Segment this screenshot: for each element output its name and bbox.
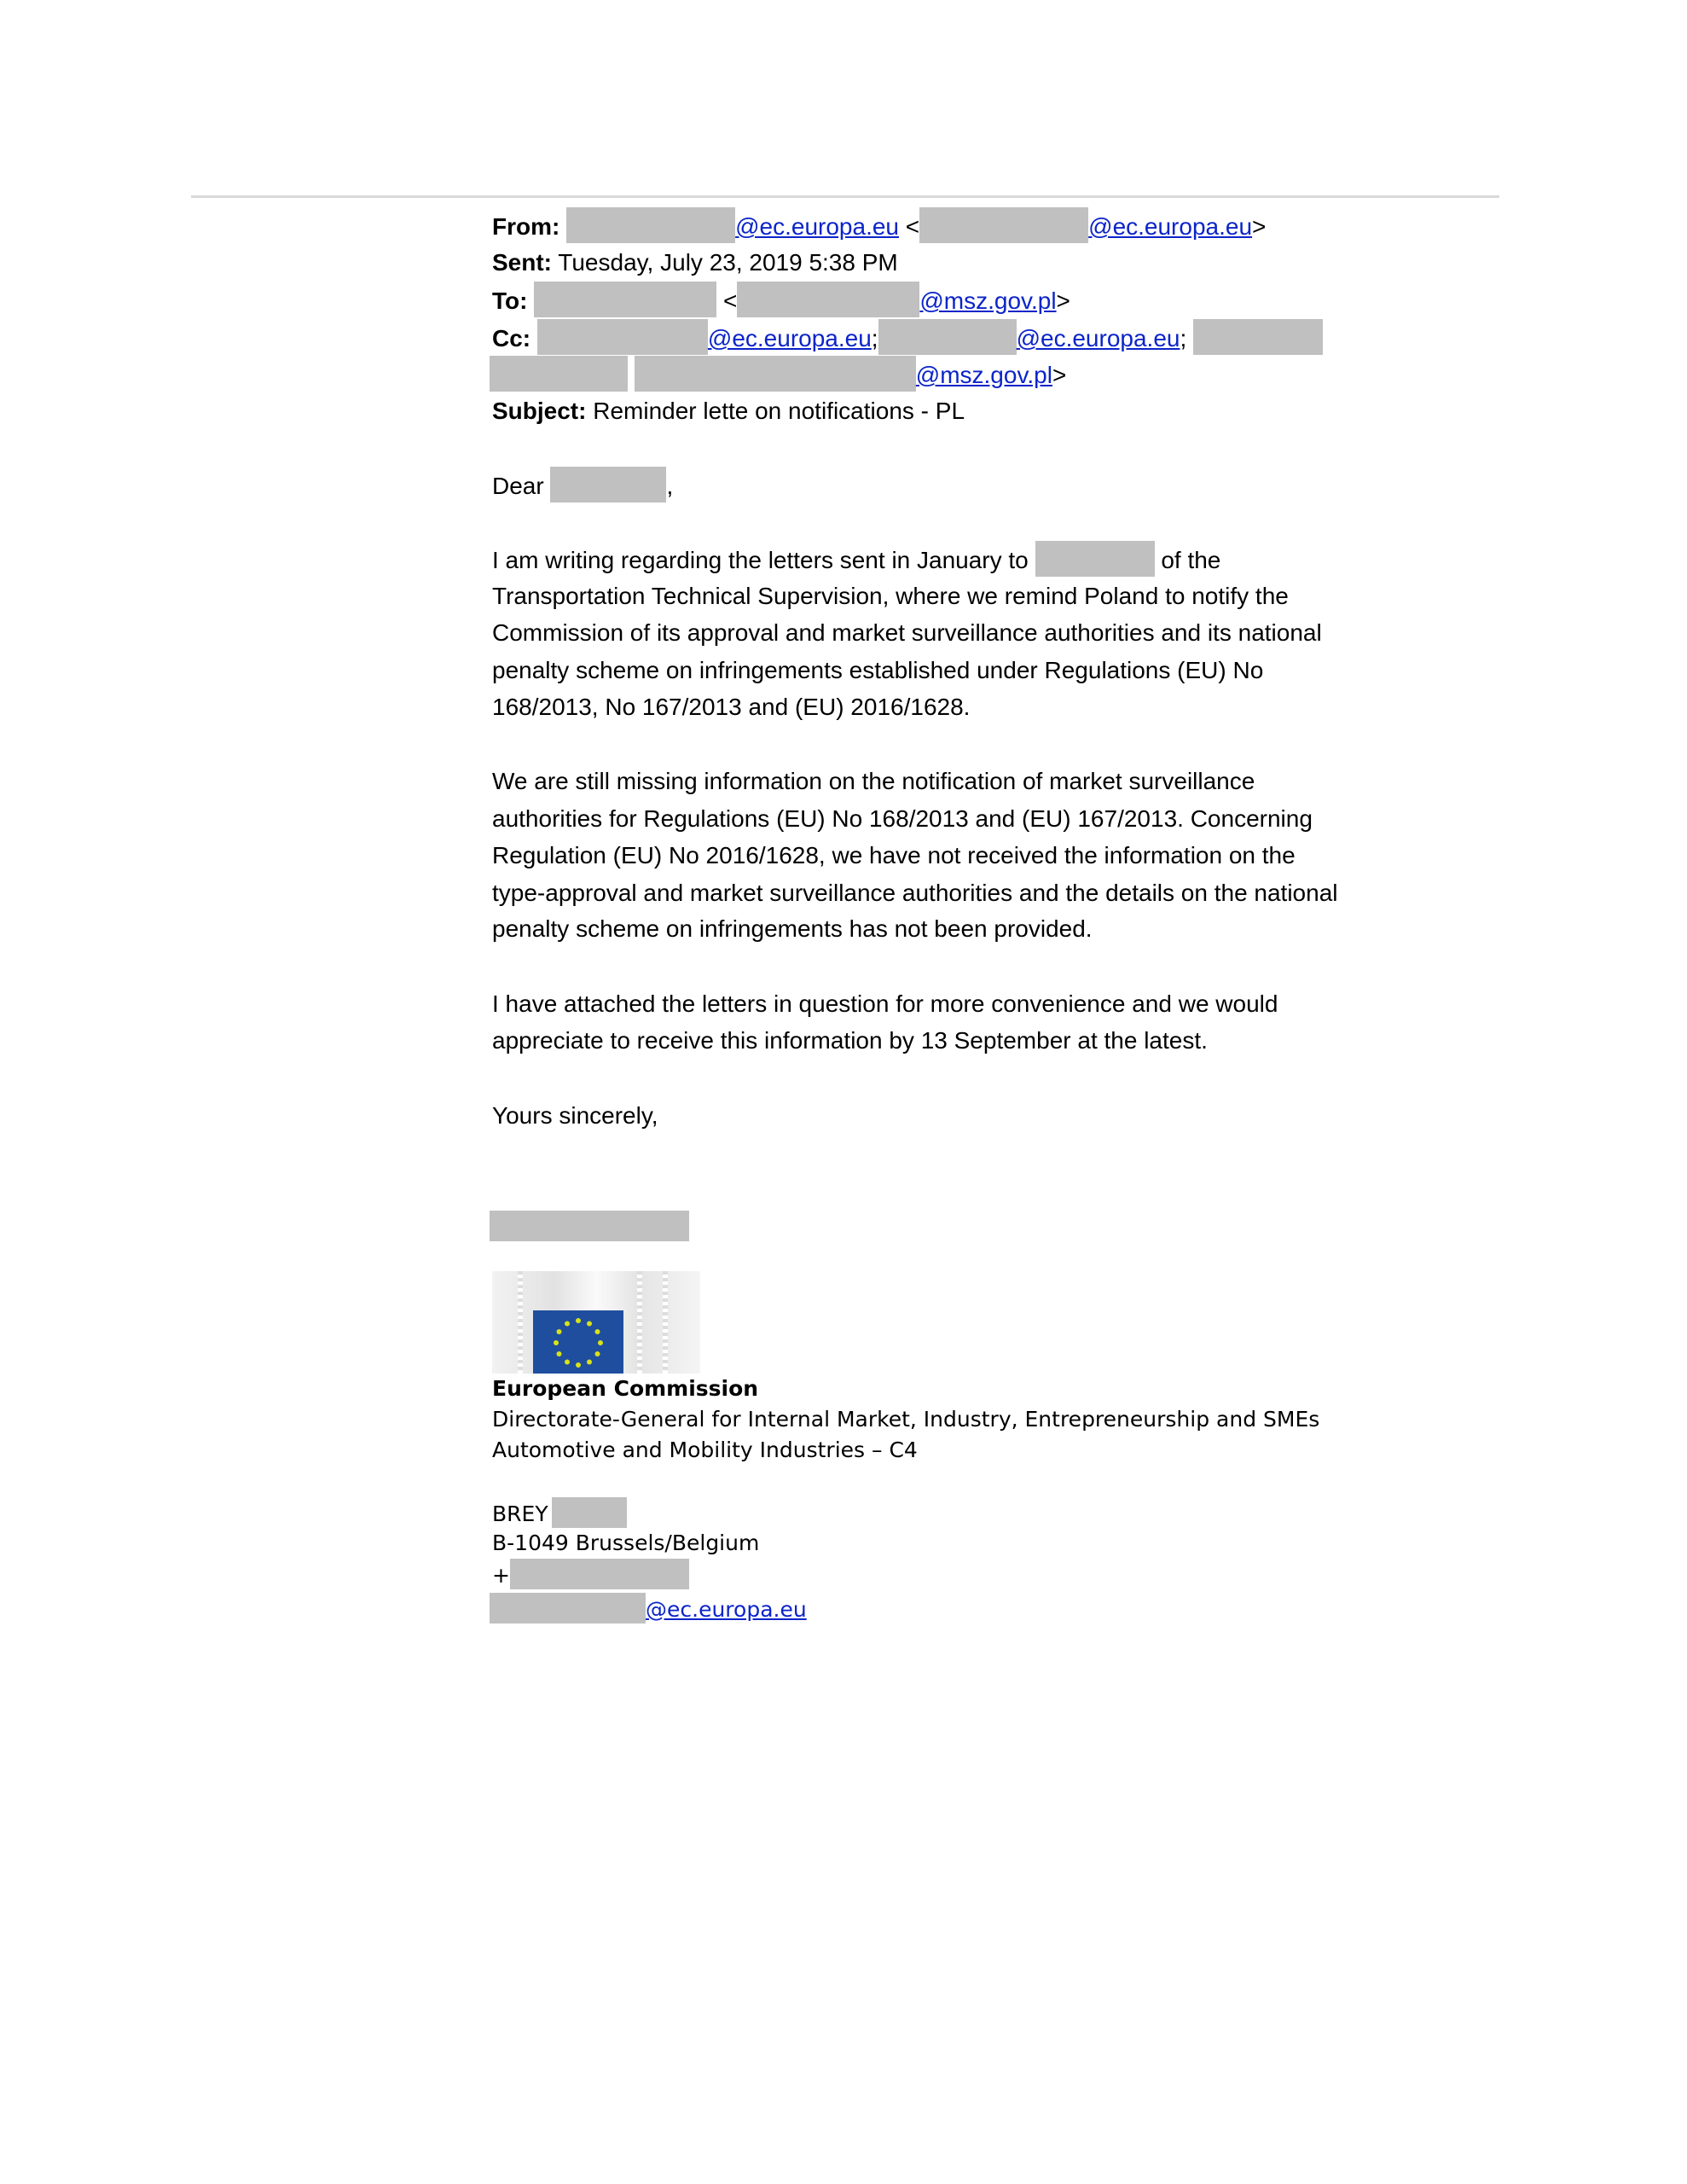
- signature-email-link[interactable]: @ec.europa.eu: [646, 1597, 807, 1622]
- redaction: [878, 319, 1017, 355]
- from-email-link-2[interactable]: @ec.europa.eu: [1088, 213, 1253, 240]
- subject-line: Subject: Reminder lette on notifications - PL: [492, 398, 965, 424]
- redacted-signature-name: [490, 1211, 689, 1241]
- paragraph-2-line: type-approval and market surveillance authorities and the details on the national: [492, 880, 1338, 906]
- redaction: [510, 1559, 689, 1589]
- paragraph-3-line: I have attached the letters in question for more convenience and we would: [492, 990, 1278, 1017]
- signature-city: B-1049 Brussels/Belgium: [492, 1531, 760, 1555]
- eu-flag-icon: [533, 1310, 623, 1374]
- redaction: [1193, 319, 1323, 355]
- paragraph-2-line: authorities for Regulations (EU) No 168/2013 and (EU) 167/2013. Concerning: [492, 805, 1313, 832]
- paragraph-1-line: Transportation Technical Supervision, where we remind Poland to notify the: [492, 583, 1289, 609]
- cc-line: Cc: @ec.europa.eu; @ec.europa.eu;: [492, 319, 1323, 357]
- to-line: To: < @msz.gov.pl>: [492, 282, 1070, 319]
- redaction: [550, 467, 666, 502]
- paragraph-2-line: penalty scheme on infringements has not been provided.: [492, 915, 1093, 942]
- signature-unit: Automotive and Mobility Industries – C4: [492, 1438, 918, 1462]
- header-divider: [191, 195, 1499, 198]
- signature-dg: Directorate-General for Internal Market, Industry, Entrepreneurship and SMEs: [492, 1407, 1320, 1432]
- redaction: [534, 282, 716, 317]
- cc-email-link-1[interactable]: @ec.europa.eu: [707, 325, 872, 351]
- redaction: [490, 356, 628, 392]
- redaction: [490, 1593, 646, 1623]
- redaction: [1035, 541, 1155, 577]
- closing: Yours sincerely,: [492, 1102, 658, 1129]
- cc-email-link-2[interactable]: @ec.europa.eu: [1016, 325, 1180, 351]
- paragraph-1-line: penalty scheme on infringements established under Regulations (EU) No: [492, 657, 1264, 683]
- to-email-link[interactable]: @msz.gov.pl: [919, 288, 1057, 314]
- greeting: Dear ,: [492, 467, 673, 504]
- paragraph-1-line: I am writing regarding the letters sent in January to of the: [492, 541, 1220, 578]
- from-email-link[interactable]: @ec.europa.eu: [735, 213, 899, 240]
- signature-org: European Commission: [492, 1376, 759, 1401]
- paragraph-1-line: Commission of its approval and market surveillance authorities and its national: [492, 619, 1322, 646]
- signature-building: BREY: [492, 1497, 627, 1530]
- paragraph-1-line: 168/2013, No 167/2013 and (EU) 2016/1628.: [492, 694, 971, 720]
- redaction: [537, 319, 708, 355]
- signature-email: [490, 1593, 807, 1625]
- cc-email-link-3[interactable]: @msz.gov.pl: [915, 362, 1052, 388]
- redaction: [635, 356, 916, 392]
- european-commission-logo: [492, 1271, 700, 1374]
- redaction: [737, 282, 919, 317]
- paragraph-3-line: appreciate to receive this information by 13 September at the latest.: [492, 1027, 1208, 1054]
- paragraph-2-line: We are still missing information on the notification of market surveillance: [492, 768, 1255, 794]
- sent-line: Sent: Tuesday, July 23, 2019 5:38 PM: [492, 249, 898, 276]
- signature-phone: +: [492, 1559, 689, 1591]
- paragraph-2-line: Regulation (EU) No 2016/1628, we have not received the information on the: [492, 842, 1296, 868]
- from-line: From: @ec.europa.eu < @ec.europa.eu>: [492, 207, 1266, 245]
- redaction: [919, 207, 1088, 243]
- redaction: [552, 1497, 627, 1528]
- cc-line-2: @msz.gov.pl>: [490, 356, 1066, 393]
- redaction: [566, 207, 735, 243]
